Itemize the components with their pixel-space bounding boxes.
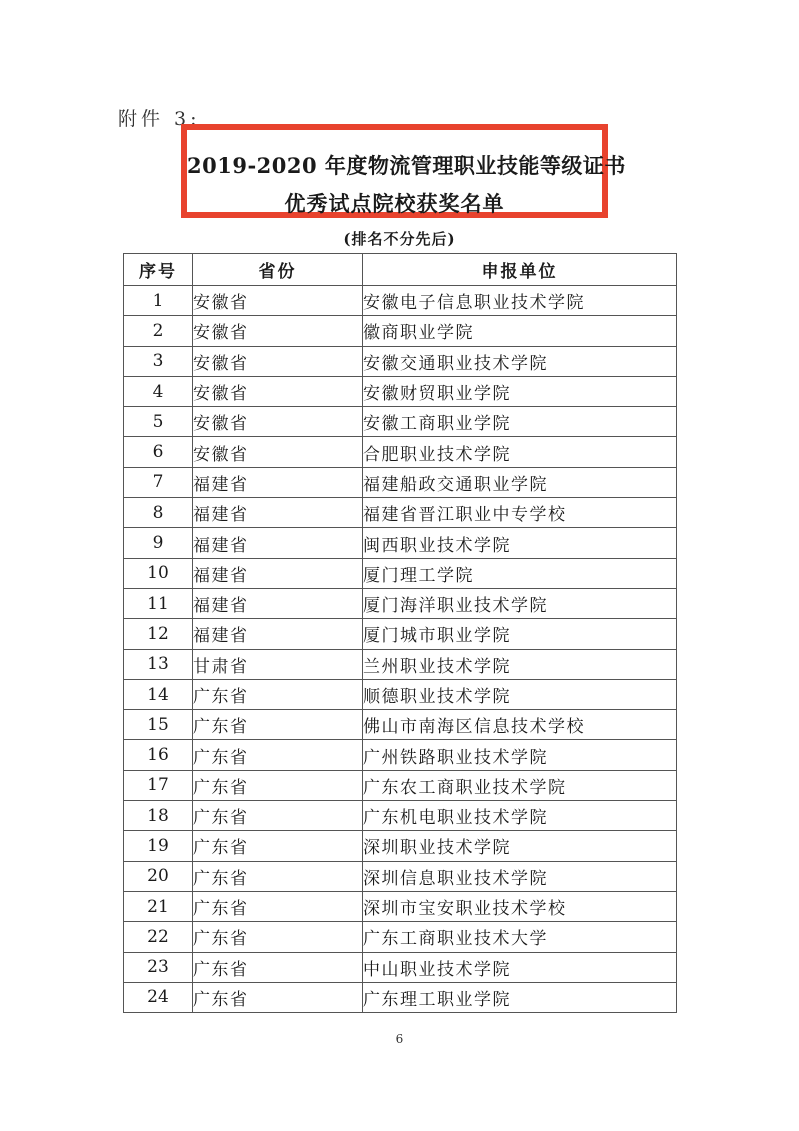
table-row (124, 437, 677, 467)
row-number: 14 (124, 679, 193, 709)
row-number: 20 (124, 861, 193, 891)
row-unit: 广州铁路职业技术学院 (363, 740, 677, 770)
page-number: 6 (395, 1032, 404, 1046)
row-unit: 徽商职业学院 (363, 316, 677, 346)
title-box (181, 124, 626, 218)
row-province: 广东省 (193, 891, 363, 921)
table-row (124, 801, 677, 831)
row-province: 福建省 (193, 588, 363, 618)
row-unit: 深圳职业技术学院 (363, 831, 677, 861)
row-province: 福建省 (193, 498, 363, 528)
row-province: 安徽省 (193, 376, 363, 406)
row-number: 10 (124, 558, 193, 588)
row-unit: 厦门城市职业学院 (363, 619, 677, 649)
row-province: 安徽省 (193, 286, 363, 316)
row-unit: 广东农工商职业技术学院 (363, 770, 677, 800)
table-row (124, 891, 677, 921)
row-unit: 顺德职业技术学院 (363, 679, 677, 709)
row-number: 17 (124, 770, 193, 800)
table-row (124, 952, 677, 982)
row-number: 13 (124, 649, 193, 679)
row-number: 12 (124, 619, 193, 649)
title-line-2: 优秀试点院校获奖名单 (284, 191, 505, 216)
row-unit: 厦门海洋职业技术学院 (363, 588, 677, 618)
row-unit: 广东工商职业技术大学 (363, 922, 677, 952)
row-unit: 安徽电子信息职业技术学院 (363, 286, 677, 316)
row-province: 广东省 (193, 801, 363, 831)
row-number: 16 (124, 740, 193, 770)
table-row (124, 316, 677, 346)
table-row (124, 861, 677, 891)
row-number: 23 (124, 952, 193, 982)
table-row (124, 588, 677, 618)
row-unit: 合肥职业技术学院 (363, 437, 677, 467)
row-number: 11 (124, 588, 193, 618)
row-unit: 安徽交通职业技术学院 (363, 346, 677, 376)
table-row (124, 710, 677, 740)
header-number: 序号 (124, 254, 193, 286)
table-row (124, 649, 677, 679)
row-province: 安徽省 (193, 346, 363, 376)
header-unit: 申报单位 (363, 254, 677, 286)
row-province: 福建省 (193, 619, 363, 649)
table-row (124, 498, 677, 528)
row-unit: 安徽工商职业学院 (363, 407, 677, 437)
table-row (124, 376, 677, 406)
table-header-row (124, 254, 677, 286)
row-number: 22 (124, 922, 193, 952)
row-unit: 厦门理工学院 (363, 558, 677, 588)
row-number: 1 (124, 286, 193, 316)
table-row (124, 679, 677, 709)
table-row (124, 982, 677, 1012)
row-province: 安徽省 (193, 316, 363, 346)
table-row (124, 619, 677, 649)
row-unit: 闽西职业技术学院 (363, 528, 677, 558)
table-row (124, 558, 677, 588)
row-number: 5 (124, 407, 193, 437)
row-number: 18 (124, 801, 193, 831)
row-number: 8 (124, 498, 193, 528)
award-table (123, 253, 677, 1013)
table-row (124, 346, 677, 376)
row-number: 2 (124, 316, 193, 346)
table-row (124, 770, 677, 800)
table-row (124, 528, 677, 558)
row-unit: 安徽财贸职业学院 (363, 376, 677, 406)
row-province: 广东省 (193, 982, 363, 1012)
row-number: 6 (124, 437, 193, 467)
table-row (124, 831, 677, 861)
table-body (124, 286, 677, 1013)
table-row (124, 286, 677, 316)
row-province: 福建省 (193, 467, 363, 497)
header-province: 省份 (193, 254, 363, 286)
row-number: 21 (124, 891, 193, 921)
title-line-1: 2019-2020 年度物流管理职业技能等级证书 (187, 153, 626, 178)
row-unit: 福建省晋江职业中专学校 (363, 498, 677, 528)
row-province: 广东省 (193, 740, 363, 770)
row-province: 安徽省 (193, 437, 363, 467)
row-unit: 兰州职业技术学院 (363, 649, 677, 679)
row-province: 广东省 (193, 861, 363, 891)
row-number: 3 (124, 346, 193, 376)
row-number: 24 (124, 982, 193, 1012)
row-province: 福建省 (193, 528, 363, 558)
row-province: 甘肃省 (193, 649, 363, 679)
row-number: 15 (124, 710, 193, 740)
row-province: 广东省 (193, 922, 363, 952)
row-number: 19 (124, 831, 193, 861)
row-number: 4 (124, 376, 193, 406)
attachment-label: 附件 3: (118, 108, 201, 130)
row-province: 广东省 (193, 710, 363, 740)
row-province: 安徽省 (193, 407, 363, 437)
row-unit: 广东理工职业学院 (363, 982, 677, 1012)
row-unit: 深圳市宝安职业技术学校 (363, 891, 677, 921)
row-unit: 佛山市南海区信息技术学校 (363, 710, 677, 740)
table-row (124, 740, 677, 770)
row-province: 广东省 (193, 952, 363, 982)
row-unit: 广东机电职业技术学院 (363, 801, 677, 831)
table-row (124, 467, 677, 497)
row-number: 7 (124, 467, 193, 497)
row-unit: 福建船政交通职业学院 (363, 467, 677, 497)
row-province: 广东省 (193, 770, 363, 800)
table-row (124, 922, 677, 952)
row-province: 广东省 (193, 679, 363, 709)
row-unit: 中山职业技术学院 (363, 952, 677, 982)
row-number: 9 (124, 528, 193, 558)
table-row (124, 407, 677, 437)
ranking-note: (排名不分先后) (343, 230, 456, 248)
row-province: 福建省 (193, 558, 363, 588)
row-unit: 深圳信息职业技术学院 (363, 861, 677, 891)
row-province: 广东省 (193, 831, 363, 861)
